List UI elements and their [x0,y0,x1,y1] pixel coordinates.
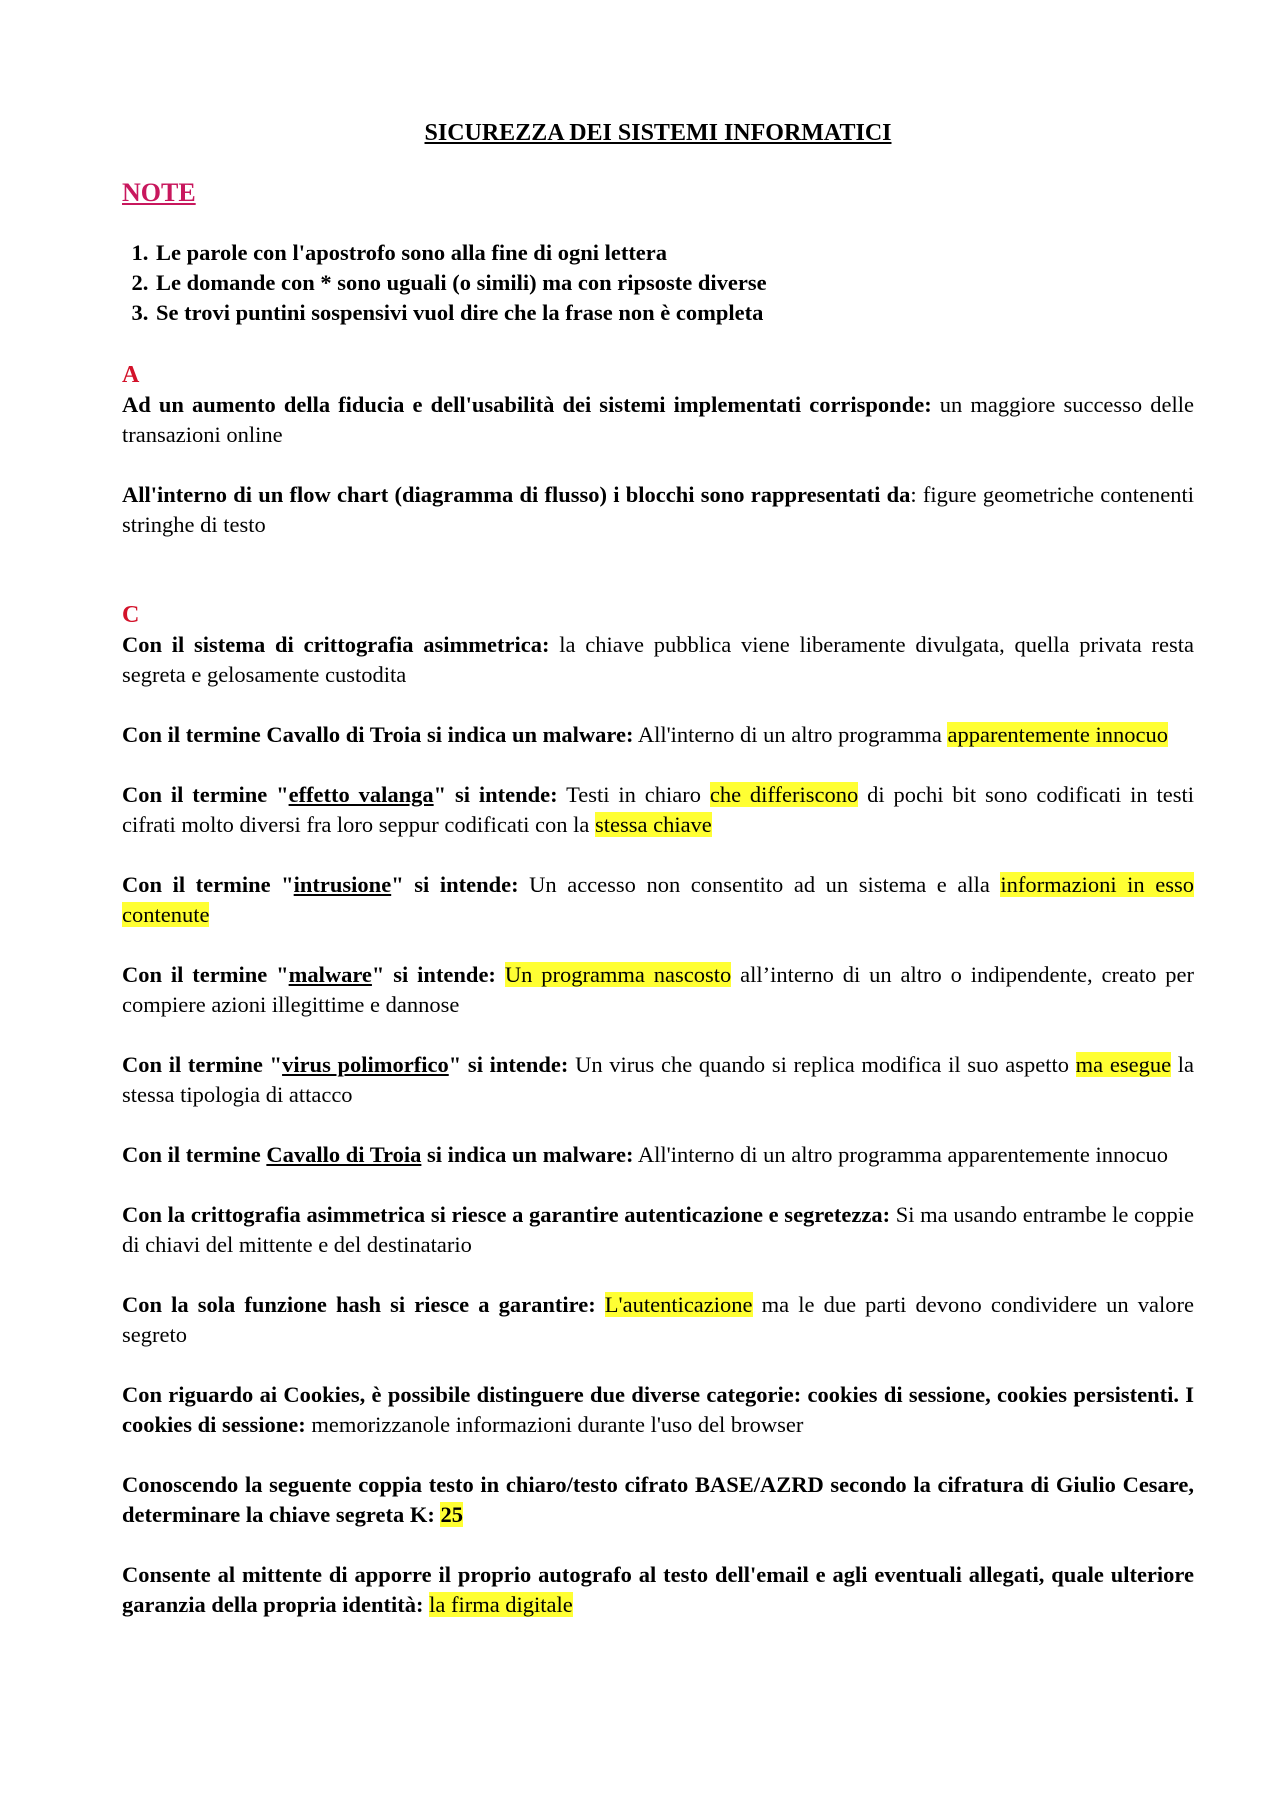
section-letter: C [122,602,140,628]
highlighted-answer: 25 [440,1502,463,1527]
highlighted-answer: la firma digitale [429,1592,573,1617]
question-text: All'interno di un flow chart (diagramma di flusso) i blocchi sono rappresentati da [122,482,911,507]
note-heading: NOTE [122,178,196,207]
answer-text: : figure geometriche contenenti stringhe di testo [122,482,1194,537]
question-text: " si intende: [433,782,558,807]
qa-entry [122,870,1194,930]
question-text: Con il termine " [122,962,289,987]
note-item: 3. Se trovi puntini sospensivi vuol dire che la frase non è completa [154,298,1194,328]
answer-text: Si ma usando entrambe le coppie di chiavi del mittente e del destinatario [122,1202,1194,1257]
qa-entry [122,1380,1194,1440]
note-item: 1. Le parole con l'apostrofo sono alla fine di ogni lettera [154,238,1194,268]
answer-text: la chiave pubblica viene liberamente divulgata, quella privata resta segreta e gelosamente custodita [122,632,1194,687]
question-text: Con il sistema di crittografia asimmetrica: [122,632,550,657]
question-text: Con il termine " [122,1052,283,1077]
question-text: si indica un malware: [421,1142,634,1167]
highlighted-answer: apparentemente innocuo [947,722,1169,747]
qa-entry [122,780,1194,840]
question-text: Con il termine " [122,872,294,897]
answer-text: un maggiore successo delle transazioni online [122,392,1194,447]
qa-entry [122,480,1194,540]
question-text: intrusione [293,872,392,897]
qa-entry [122,1200,1194,1260]
qa-entry [122,720,1194,750]
question-text: Con il termine " [122,782,289,807]
qa-entry [122,1470,1194,1530]
answer-text: Un virus che quando si replica modifica il suo aspetto [568,1052,1076,1077]
answer-text: ma le due parti devono condividere un valore segreto [122,1292,1194,1347]
answer-text [596,1292,605,1317]
answer-text: la stessa tipologia di attacco [122,1052,1194,1107]
qa-entry [122,390,1194,450]
answer-text: All'interno di un altro programma [633,722,948,747]
document-title: SICUREZZA DEI SISTEMI INFORMATICI [424,120,892,146]
question-text: Con riguardo ai Cookies, è possibile distinguere due diverse categorie: cookies di sessione, cookies persistenti. I cookies di sessione: [122,1382,1194,1437]
qa-entry [122,1290,1194,1350]
answer-text: All'interno di un altro programma apparentemente innocuo [633,1142,1169,1167]
section-letter: A [122,362,140,388]
highlighted-answer: L'autenticazione [604,1292,753,1317]
question-text: Conoscendo la seguente coppia testo in chiaro/testo cifrato BASE/AZRD secondo la cifratura di Giulio Cesare, determinare la chiave segreta K: [122,1472,1194,1527]
question-text: Cavallo di Troia [266,1142,422,1167]
highlighted-answer: che differiscono [709,782,859,807]
question-text: Con il termine [122,1142,267,1167]
highlighted-answer: informazioni in esso contenute [122,872,1194,927]
qa-entry [122,1140,1194,1170]
question-text: " si intende: [448,1052,569,1077]
qa-entry [122,960,1194,1020]
question-text: Con il termine Cavallo di Troia si indica un malware: [122,722,634,747]
highlighted-answer: ma esegue [1075,1052,1172,1077]
qa-entry [122,630,1194,690]
answer-text: Testi in chiaro [557,782,710,807]
question-text: effetto valanga [288,782,434,807]
question-text: Con la crittografia asimmetrica si riesce a garantire autenticazione e segretezza: [122,1202,891,1227]
qa-entry [122,1050,1194,1110]
answer-text: di pochi bit sono codificati in testi cifrati molto diversi fra loro seppur codificati con la [122,782,1195,837]
answer-text [496,962,505,987]
question-text: malware [288,962,372,987]
highlighted-answer: Un programma nascosto [504,962,732,987]
answer-text: all’interno di un altro o indipendente, creato per compiere azioni illegittime e dannose [122,962,1195,1017]
question-text: Consente al mittente di apporre il proprio autografo al testo dell'email e agli eventuali allegati, quale ulteriore garanzia della propria identità: [122,1562,1194,1617]
answer-text: memorizzanole informazioni durante l'uso del browser [305,1412,804,1437]
question-text: Con la sola funzione hash si riesce a garantire: [122,1292,596,1317]
question-text: " si intende: [391,872,519,897]
question-text: virus polimorfico [282,1052,449,1077]
qa-sections [122,360,1194,1620]
qa-entry [122,1560,1194,1620]
question-text: " si intende: [371,962,496,987]
document-page [122,118,1194,1650]
highlighted-answer: stessa chiave [594,812,712,837]
note-item: 2. Le domande con * sono uguali (o simili) ma con ripsoste diverse [154,268,1194,298]
answer-text: Un accesso non consentito ad un sistema e alla [518,872,1001,897]
notes-list [122,238,1194,328]
question-text: Ad un aumento della fiducia e dell'usabilità dei sistemi implementati corrisponde: [122,392,932,417]
